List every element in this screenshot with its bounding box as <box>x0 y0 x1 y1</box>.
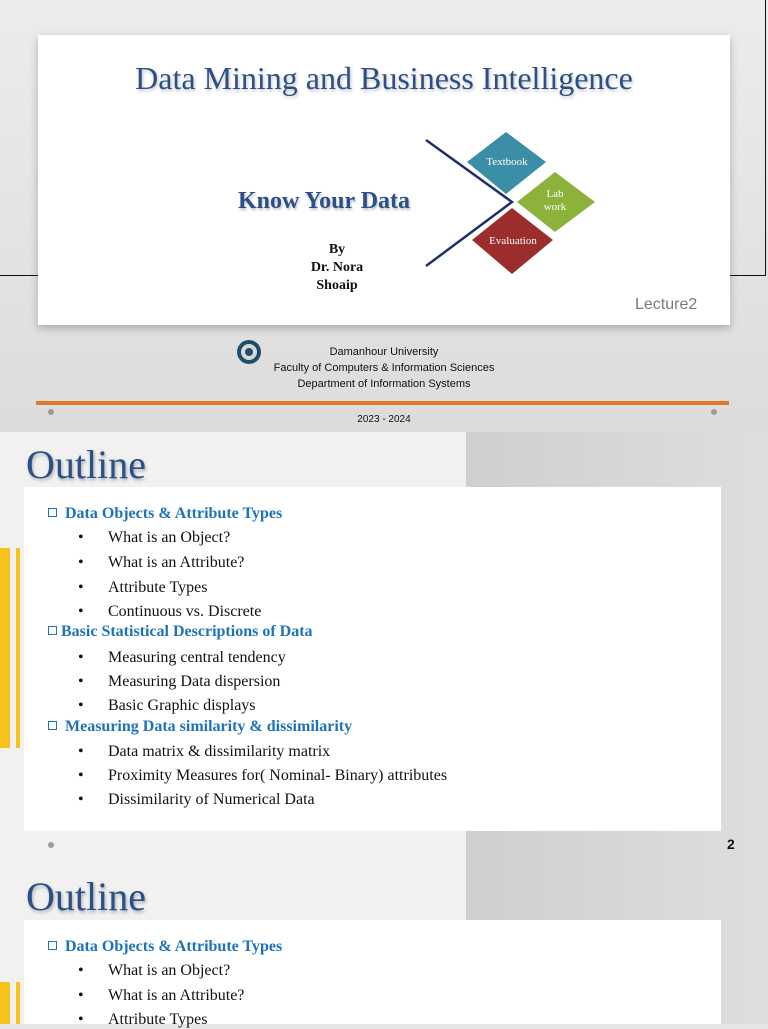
page-number: 2 <box>727 836 735 852</box>
outline-item: • What is an Object? <box>78 529 231 546</box>
outline-section-heading: Data Objects & Attribute Types <box>48 938 282 956</box>
outline-item: • What is an Attribute? <box>78 987 245 1004</box>
evaluation-label: Evaluation <box>489 235 537 247</box>
yellow-accent-bar-thin <box>16 548 20 748</box>
yellow-accent-bar-thin <box>16 982 20 1024</box>
slide-subtitle: Know Your Data <box>238 188 411 214</box>
checkbox-bullet-icon <box>48 626 57 635</box>
author-name: Dr. Nora Shoaip <box>310 260 364 293</box>
labwork-label-line2: work <box>543 201 567 213</box>
outline-item: • What is an Object? <box>78 962 231 979</box>
outline-section-heading: Data Objects & Attribute Types <box>48 505 282 523</box>
checkbox-bullet-icon <box>48 941 57 950</box>
by-label: By <box>328 242 346 257</box>
academic-year: 2023 - 2024 <box>357 414 411 425</box>
checkbox-bullet-icon <box>48 721 57 730</box>
slide-title: Data Mining and Business Intelligence <box>135 60 633 96</box>
accent-divider <box>36 401 729 405</box>
outline-item: • Attribute Types <box>78 1011 208 1028</box>
department-name: Department of Information Systems <box>297 378 471 390</box>
checkbox-bullet-icon <box>48 508 57 517</box>
footer-dot <box>48 842 54 848</box>
outline-section-heading: Measuring Data similarity & dissimilarity <box>48 718 352 736</box>
institution-block <box>0 344 768 392</box>
outline-item: • Data matrix & dissimilarity matrix <box>78 743 331 760</box>
outline-item: • Attribute Types <box>78 579 208 596</box>
lecture-label: Lecture2 <box>635 296 698 313</box>
labwork-label-line1: Lab <box>546 188 564 200</box>
outline-item: • What is an Attribute? <box>78 554 245 571</box>
outline-item: • Continuous vs. Discrete <box>78 603 262 620</box>
yellow-accent-bar <box>0 982 10 1024</box>
diamond-graphic <box>420 128 610 278</box>
outline-title: Outline <box>26 442 146 487</box>
author-block <box>290 241 384 295</box>
yellow-accent-bar <box>0 548 10 748</box>
textbook-label: Textbook <box>486 156 528 168</box>
outline-item: • Measuring central tendency <box>78 649 286 666</box>
outline-title: Outline <box>26 874 146 919</box>
outline-section-heading: Basic Statistical Descriptions of Data <box>48 623 313 641</box>
faculty-name: Faculty of Computers & Information Sciences <box>273 362 495 374</box>
outline-item: • Proximity Measures for( Nominal- Binary) attributes <box>78 767 448 784</box>
outline-item: • Measuring Data dispersion <box>78 673 281 690</box>
labwork-label <box>534 188 576 214</box>
university-name: Damanhour University <box>329 346 439 358</box>
outline-item: • Dissimilarity of Numerical Data <box>78 791 315 808</box>
outline-item: • Basic Graphic displays <box>78 697 256 714</box>
